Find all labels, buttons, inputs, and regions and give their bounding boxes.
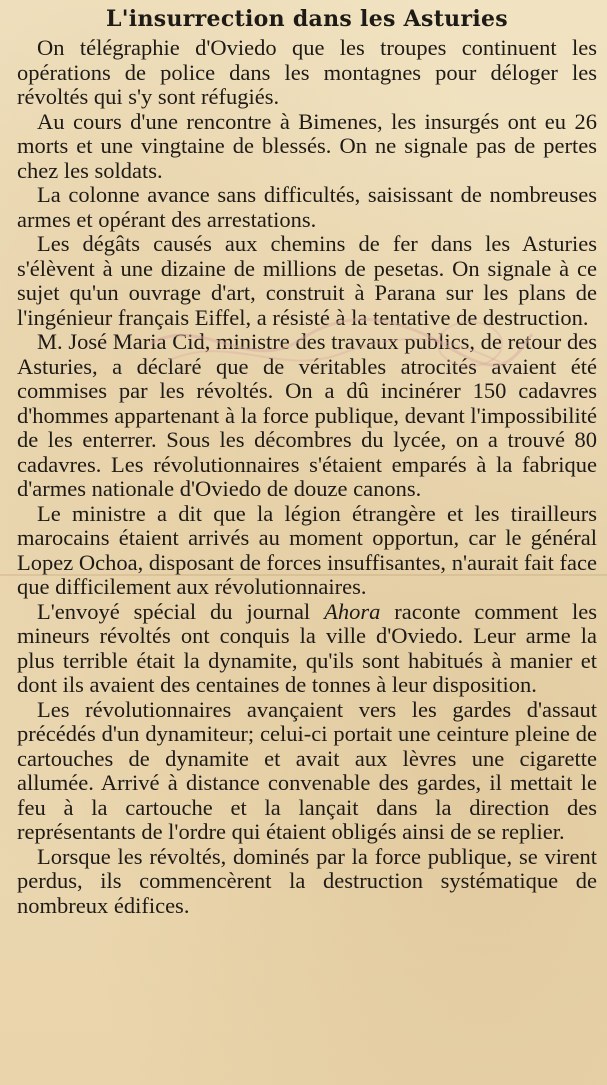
article-headline: L'insurrection dans les Asturies <box>106 6 508 32</box>
paragraph-degats: Les dégâts causés aux chemins de fer dans les Asturies s'élèvent à une dizaine de millions de pesetas. On signale à ce sujet qu'un ouvrage d'art, construit à Parana sur les plans de l'ingénieur français Eiffel, a résisté à la tentative de destruction. <box>17 231 597 330</box>
paragraph-ahora-after: raconte comment les mineurs révoltés ont conquis la ville d'Oviedo. Leur arme la plus terrible était la dynamite, qu'ils sont habitués à manier et dont ils avaient des centaines de tonnes à leur disposition. <box>17 598 597 697</box>
paragraph-destruction: Lorsque les révoltés, dominés par la force publique, se virent perdus, ils commencèrent la destruction systématique de nombreux édifices. <box>17 843 597 918</box>
paragraph-colonne: La colonne avance sans difficultés, saisissant de nombreuses armes et opérant des arrestations. <box>17 182 597 232</box>
paragraph-ahora <box>17 600 597 698</box>
paragraph-legion: Le ministre a dit que la légion étrangère et les tirailleurs marocains étaient arrivés au moment opportun, car le général Lopez Ochoa, disposant de forces insuffisantes, n'aurait fait face que difficilement aux révolutionnaires. <box>17 500 597 599</box>
paragraph-dynamiteur: Les révolutionnaires avançaient vers les gardes d'assaut précédés d'un dynamiteur; celui-ci portait une ceinture pleine de cartouches de dynamite et avait aux lèvres une cigarette allumée. Arrivé à distance convenable des gardes, il mettait le feu à la cartouche et la lançait dans la direction des représentants de l'ordre qui étaient obligés ainsi de se replier. <box>17 696 597 844</box>
paragraph-ahora-before: L'envoyé spécial du journal <box>37 598 325 624</box>
paper-fold-line <box>0 574 607 576</box>
paragraph-bimenes: Au cours d'une rencontre à Bimenes, les insurgés ont eu 26 morts et une vingtaine de blessés. On ne signale pas de pertes chez les soldats. <box>17 108 597 183</box>
journal-name: Ahora <box>324 598 381 624</box>
paragraph-troupes: On télégraphie d'Oviedo que les troupes continuent les opérations de police dans les montagnes pour déloger les révoltés qui s'y sont réfugiés. <box>17 35 597 109</box>
paragraph-ministre-cid: M. José Maria Cid, ministre des travaux publics, de retour des Asturies, a déclaré que de véritables atrocités avaient été commises par les révoltés. On a dû incinérer 150 cadavres d'hommes appartenant à la force publique, devant l'impossibilité de les enterrer. Sous les décombres du lycée, on a trouvé 80 cadavres. Les révolutionnaires s'étaient emparés à la fabrique d'armes nationale d'Oviedo de douze canons. <box>17 329 597 501</box>
